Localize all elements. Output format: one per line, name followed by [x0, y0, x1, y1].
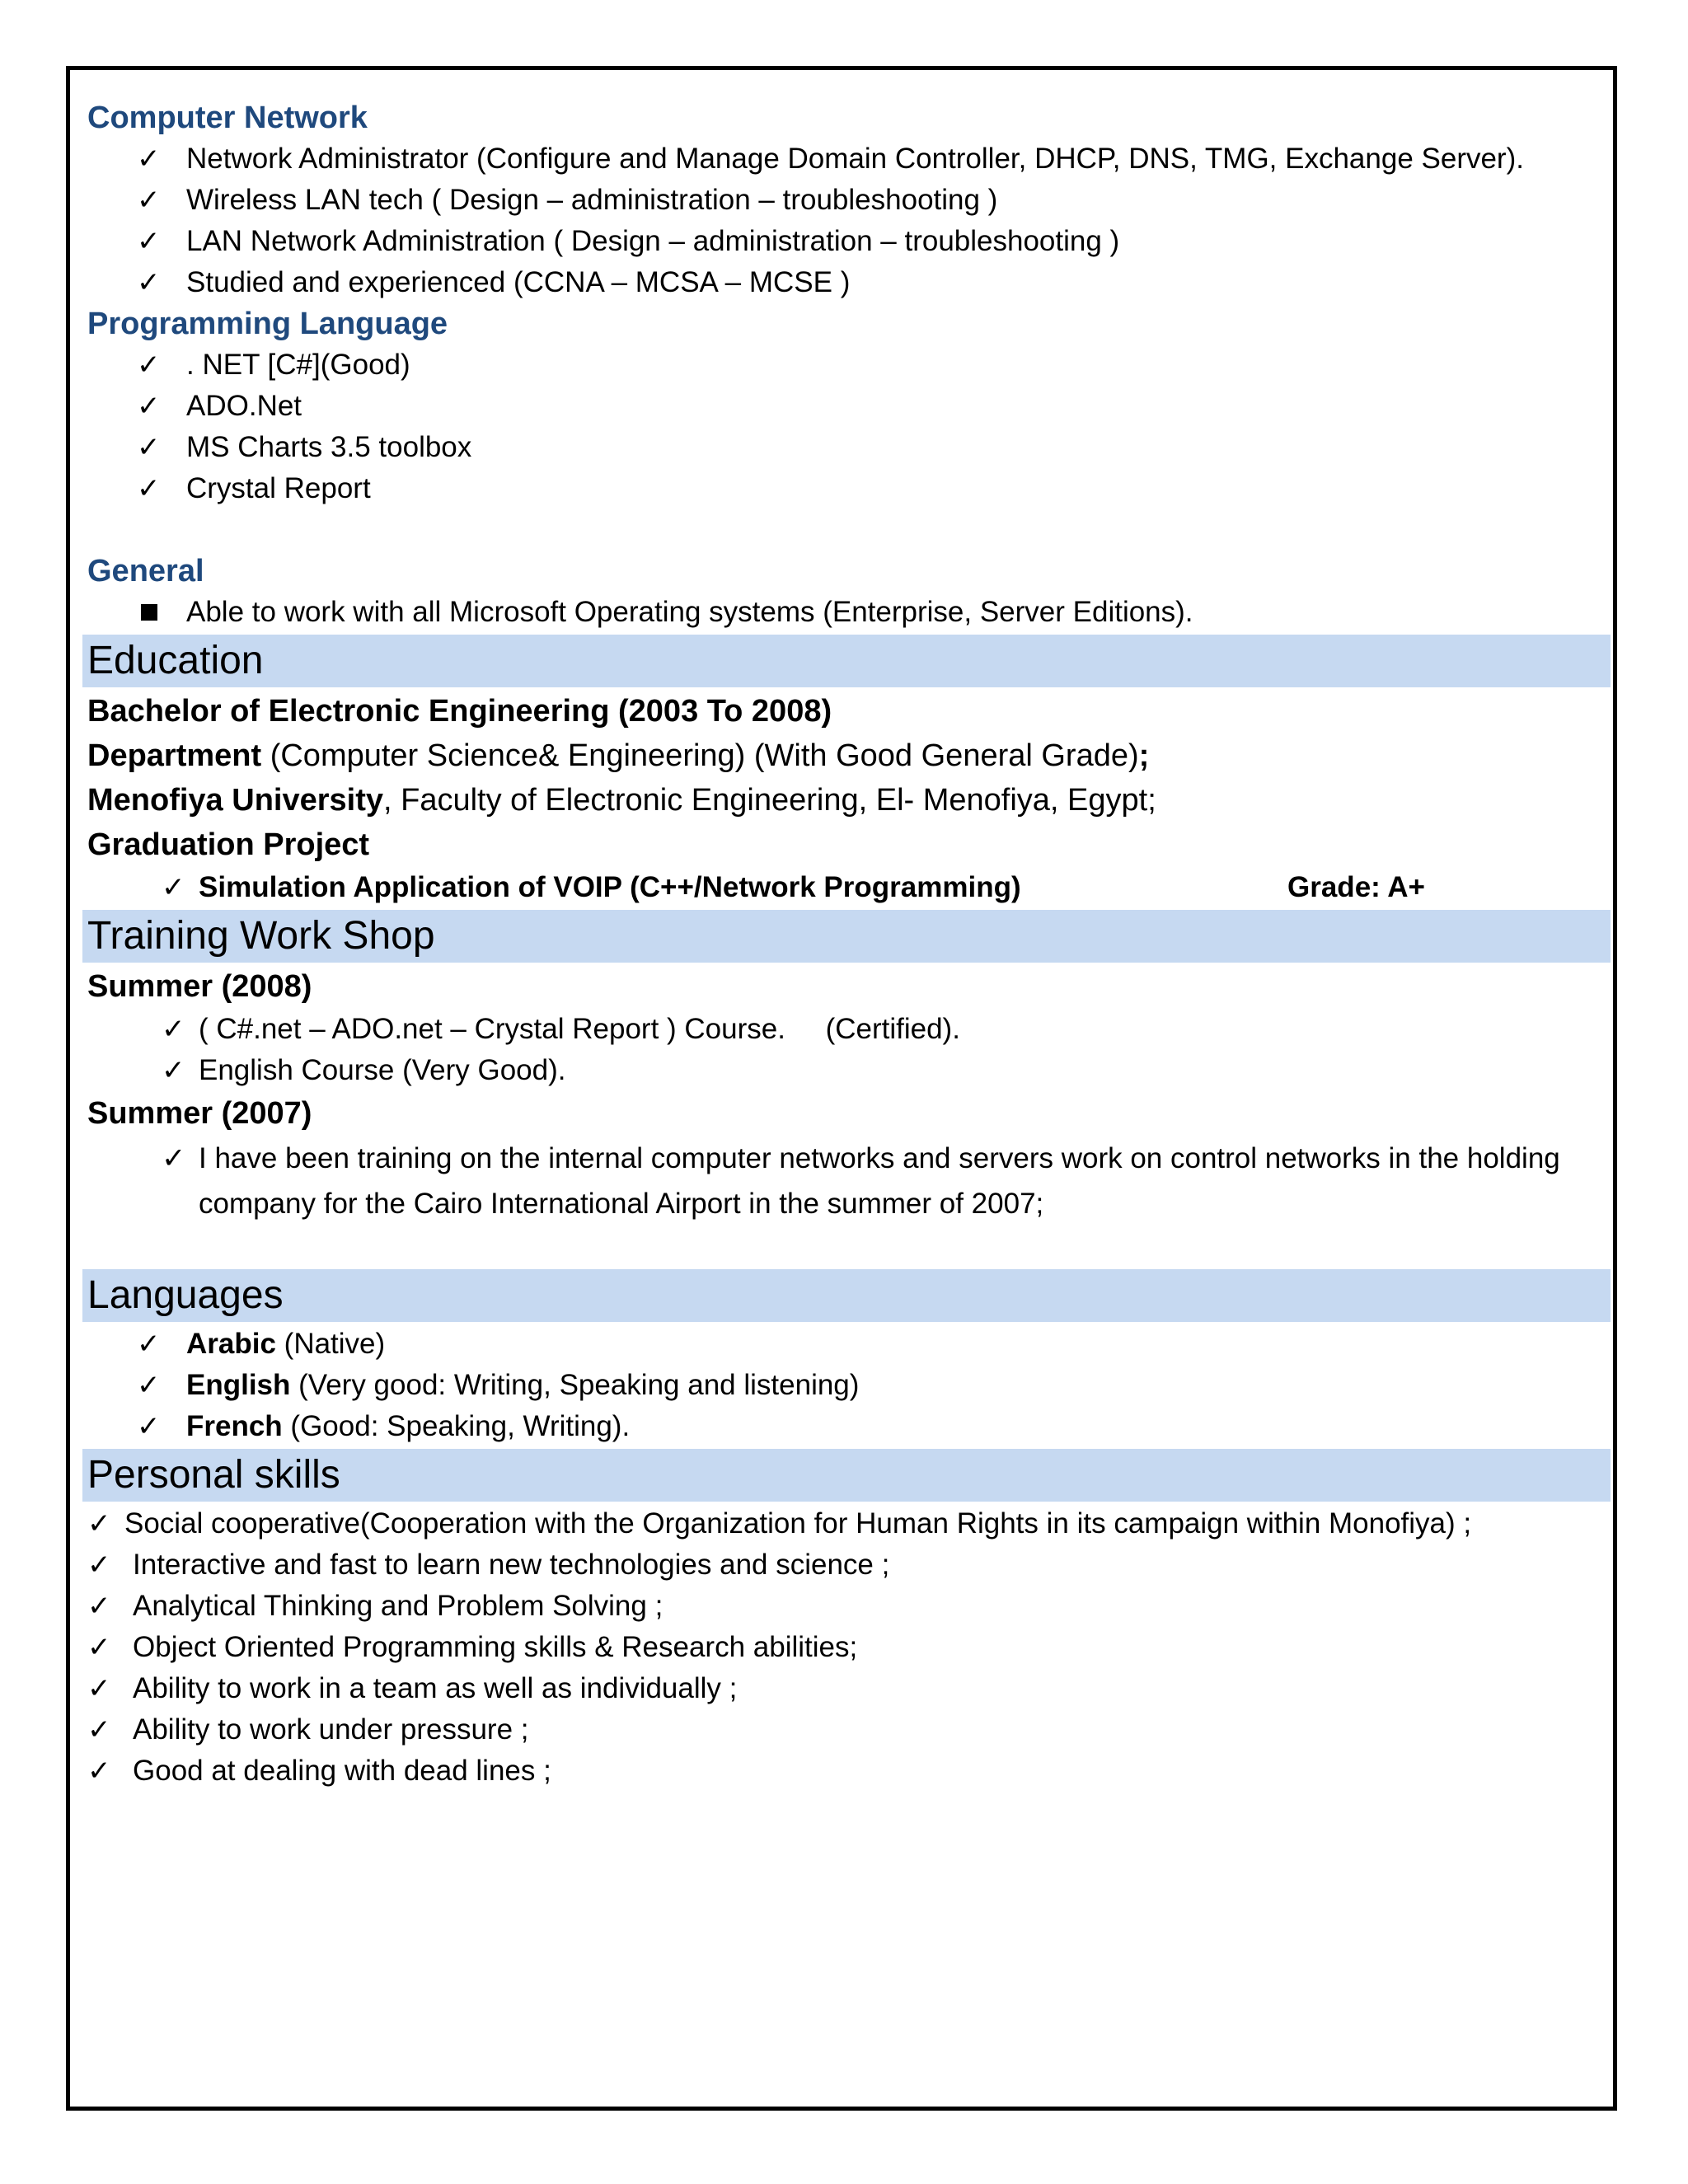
- check-icon: ✓: [87, 1632, 111, 1663]
- check-icon: ✓: [87, 1714, 111, 1746]
- list-item: ✓ Interactive and fast to learn new technologies and science ;: [87, 1544, 1606, 1586]
- list-item: [87, 1365, 1606, 1406]
- check-icon: ✓: [137, 1411, 161, 1442]
- check-icon: ✓: [137, 143, 161, 175]
- list-item: ✓ Ability to work in a team as well as individually ;: [87, 1668, 1606, 1709]
- list-item: ✓ MS Charts 3.5 toolbox: [87, 427, 1606, 468]
- check-icon: ✓: [137, 1329, 161, 1360]
- language-level: (Very good: Writing, Speaking and listening): [290, 1369, 860, 1401]
- language-name: Arabic: [186, 1328, 276, 1360]
- list-item: ✓ ( C#.net – ADO.net – Crystal Report ) Course. (Certified).: [87, 1009, 1606, 1050]
- department-text: (Computer Science& Engineering) (With Good General Grade): [261, 738, 1139, 773]
- language-name: English: [186, 1369, 291, 1401]
- general-heading: General: [87, 554, 204, 588]
- list-item: ✓ English Course (Very Good).: [87, 1050, 1606, 1091]
- list-item: ✓ Analytical Thinking and Problem Solving ;: [87, 1586, 1606, 1627]
- square-bullet-icon: [141, 604, 157, 621]
- check-icon: ✓: [162, 1055, 185, 1086]
- education-heading: Education: [82, 635, 1611, 687]
- check-icon: ✓: [162, 872, 185, 903]
- languages-list: [87, 1324, 1606, 1447]
- check-icon: ✓: [87, 1508, 111, 1540]
- spacer: [87, 509, 1606, 551]
- list-item: ✓ . NET [C#](Good): [87, 344, 1606, 386]
- degree: Bachelor of Electronic Engineering (2003 To 2008): [87, 694, 832, 729]
- list-item: ✓ ADO.Net: [87, 386, 1606, 427]
- check-icon: ✓: [162, 1014, 185, 1045]
- languages-heading: Languages: [82, 1269, 1611, 1322]
- department-label: Department: [87, 738, 262, 773]
- check-icon: ✓: [137, 473, 161, 504]
- department-line: [87, 733, 1606, 778]
- check-icon: ✓: [137, 267, 161, 298]
- graduation-project-item: ✓ Simulation Application of VOIP (C++/Network Programming) Grade: A+: [87, 867, 1606, 908]
- list-item: ✓ Social cooperative(Cooperation with the Organization for Human Rights in its campaign within Monofiya) ;: [87, 1503, 1606, 1544]
- list-item: ✓ Good at dealing with dead lines ;: [87, 1750, 1606, 1792]
- summer-2008-label: Summer (2008): [87, 969, 312, 1004]
- check-icon: ✓: [87, 1673, 111, 1704]
- language-name: French: [186, 1410, 283, 1442]
- programming-language-heading: Programming Language: [87, 307, 448, 341]
- department-end: ;: [1138, 738, 1150, 773]
- graduation-project-label: Graduation Project: [87, 827, 370, 862]
- list-item: ✓ Network Administrator (Configure and Manage Domain Controller, DHCP, DNS, TMG, Exchange Server).: [87, 138, 1606, 180]
- list-item: [87, 1406, 1606, 1447]
- check-icon: ✓: [137, 349, 161, 381]
- check-icon: ✓: [137, 226, 161, 257]
- language-level: (Good: Speaking, Writing).: [282, 1410, 631, 1442]
- personal-skills-heading: Personal skills: [82, 1449, 1611, 1502]
- check-icon: ✓: [137, 1370, 161, 1401]
- list-item: ✓ Wireless LAN tech ( Design – administration – troubleshooting ): [87, 180, 1606, 221]
- check-icon: ✓: [137, 185, 161, 216]
- list-item: ✓ I have been training on the internal computer networks and servers work on control networks in the holding company for the Cairo International Airport in the summer of 2007;: [87, 1136, 1606, 1226]
- language-level: (Native): [275, 1328, 386, 1360]
- list-item: ✓ Crystal Report: [87, 468, 1606, 509]
- check-icon: ✓: [162, 1142, 186, 1174]
- spacer: [87, 1226, 1606, 1268]
- university-text: , Faculty of Electronic Engineering, El- Menofiya, Egypt;: [383, 783, 1156, 818]
- check-icon: ✓: [137, 432, 161, 463]
- resume-content: [87, 97, 1606, 1792]
- summer-2007-label: Summer (2007): [87, 1096, 312, 1131]
- computer-network-heading: Computer Network: [87, 101, 368, 135]
- list-item: ✓ Studied and experienced (CCNA – MCSA – MCSE ): [87, 262, 1606, 303]
- check-icon: ✓: [87, 1591, 111, 1622]
- list-item: ✓ Object Oriented Programming skills & Research abilities;: [87, 1627, 1606, 1668]
- grade: Grade: A+: [1287, 871, 1425, 903]
- list-item: ✓ LAN Network Administration ( Design – administration – troubleshooting ): [87, 221, 1606, 262]
- check-icon: ✓: [87, 1755, 111, 1787]
- check-icon: ✓: [137, 391, 161, 422]
- list-item: Able to work with all Microsoft Operating systems (Enterprise, Server Editions).: [87, 592, 1606, 633]
- computer-network-list: [87, 138, 1606, 303]
- programming-language-list: [87, 344, 1606, 509]
- check-icon: ✓: [87, 1549, 111, 1581]
- list-item: ✓ Ability to work under pressure ;: [87, 1709, 1606, 1750]
- list-item: [87, 1324, 1606, 1365]
- general-list: [87, 592, 1606, 633]
- university-line: [87, 778, 1606, 823]
- university-label: Menofiya University: [87, 783, 383, 818]
- training-heading: Training Work Shop: [82, 910, 1611, 963]
- personal-skills-list: [87, 1503, 1606, 1792]
